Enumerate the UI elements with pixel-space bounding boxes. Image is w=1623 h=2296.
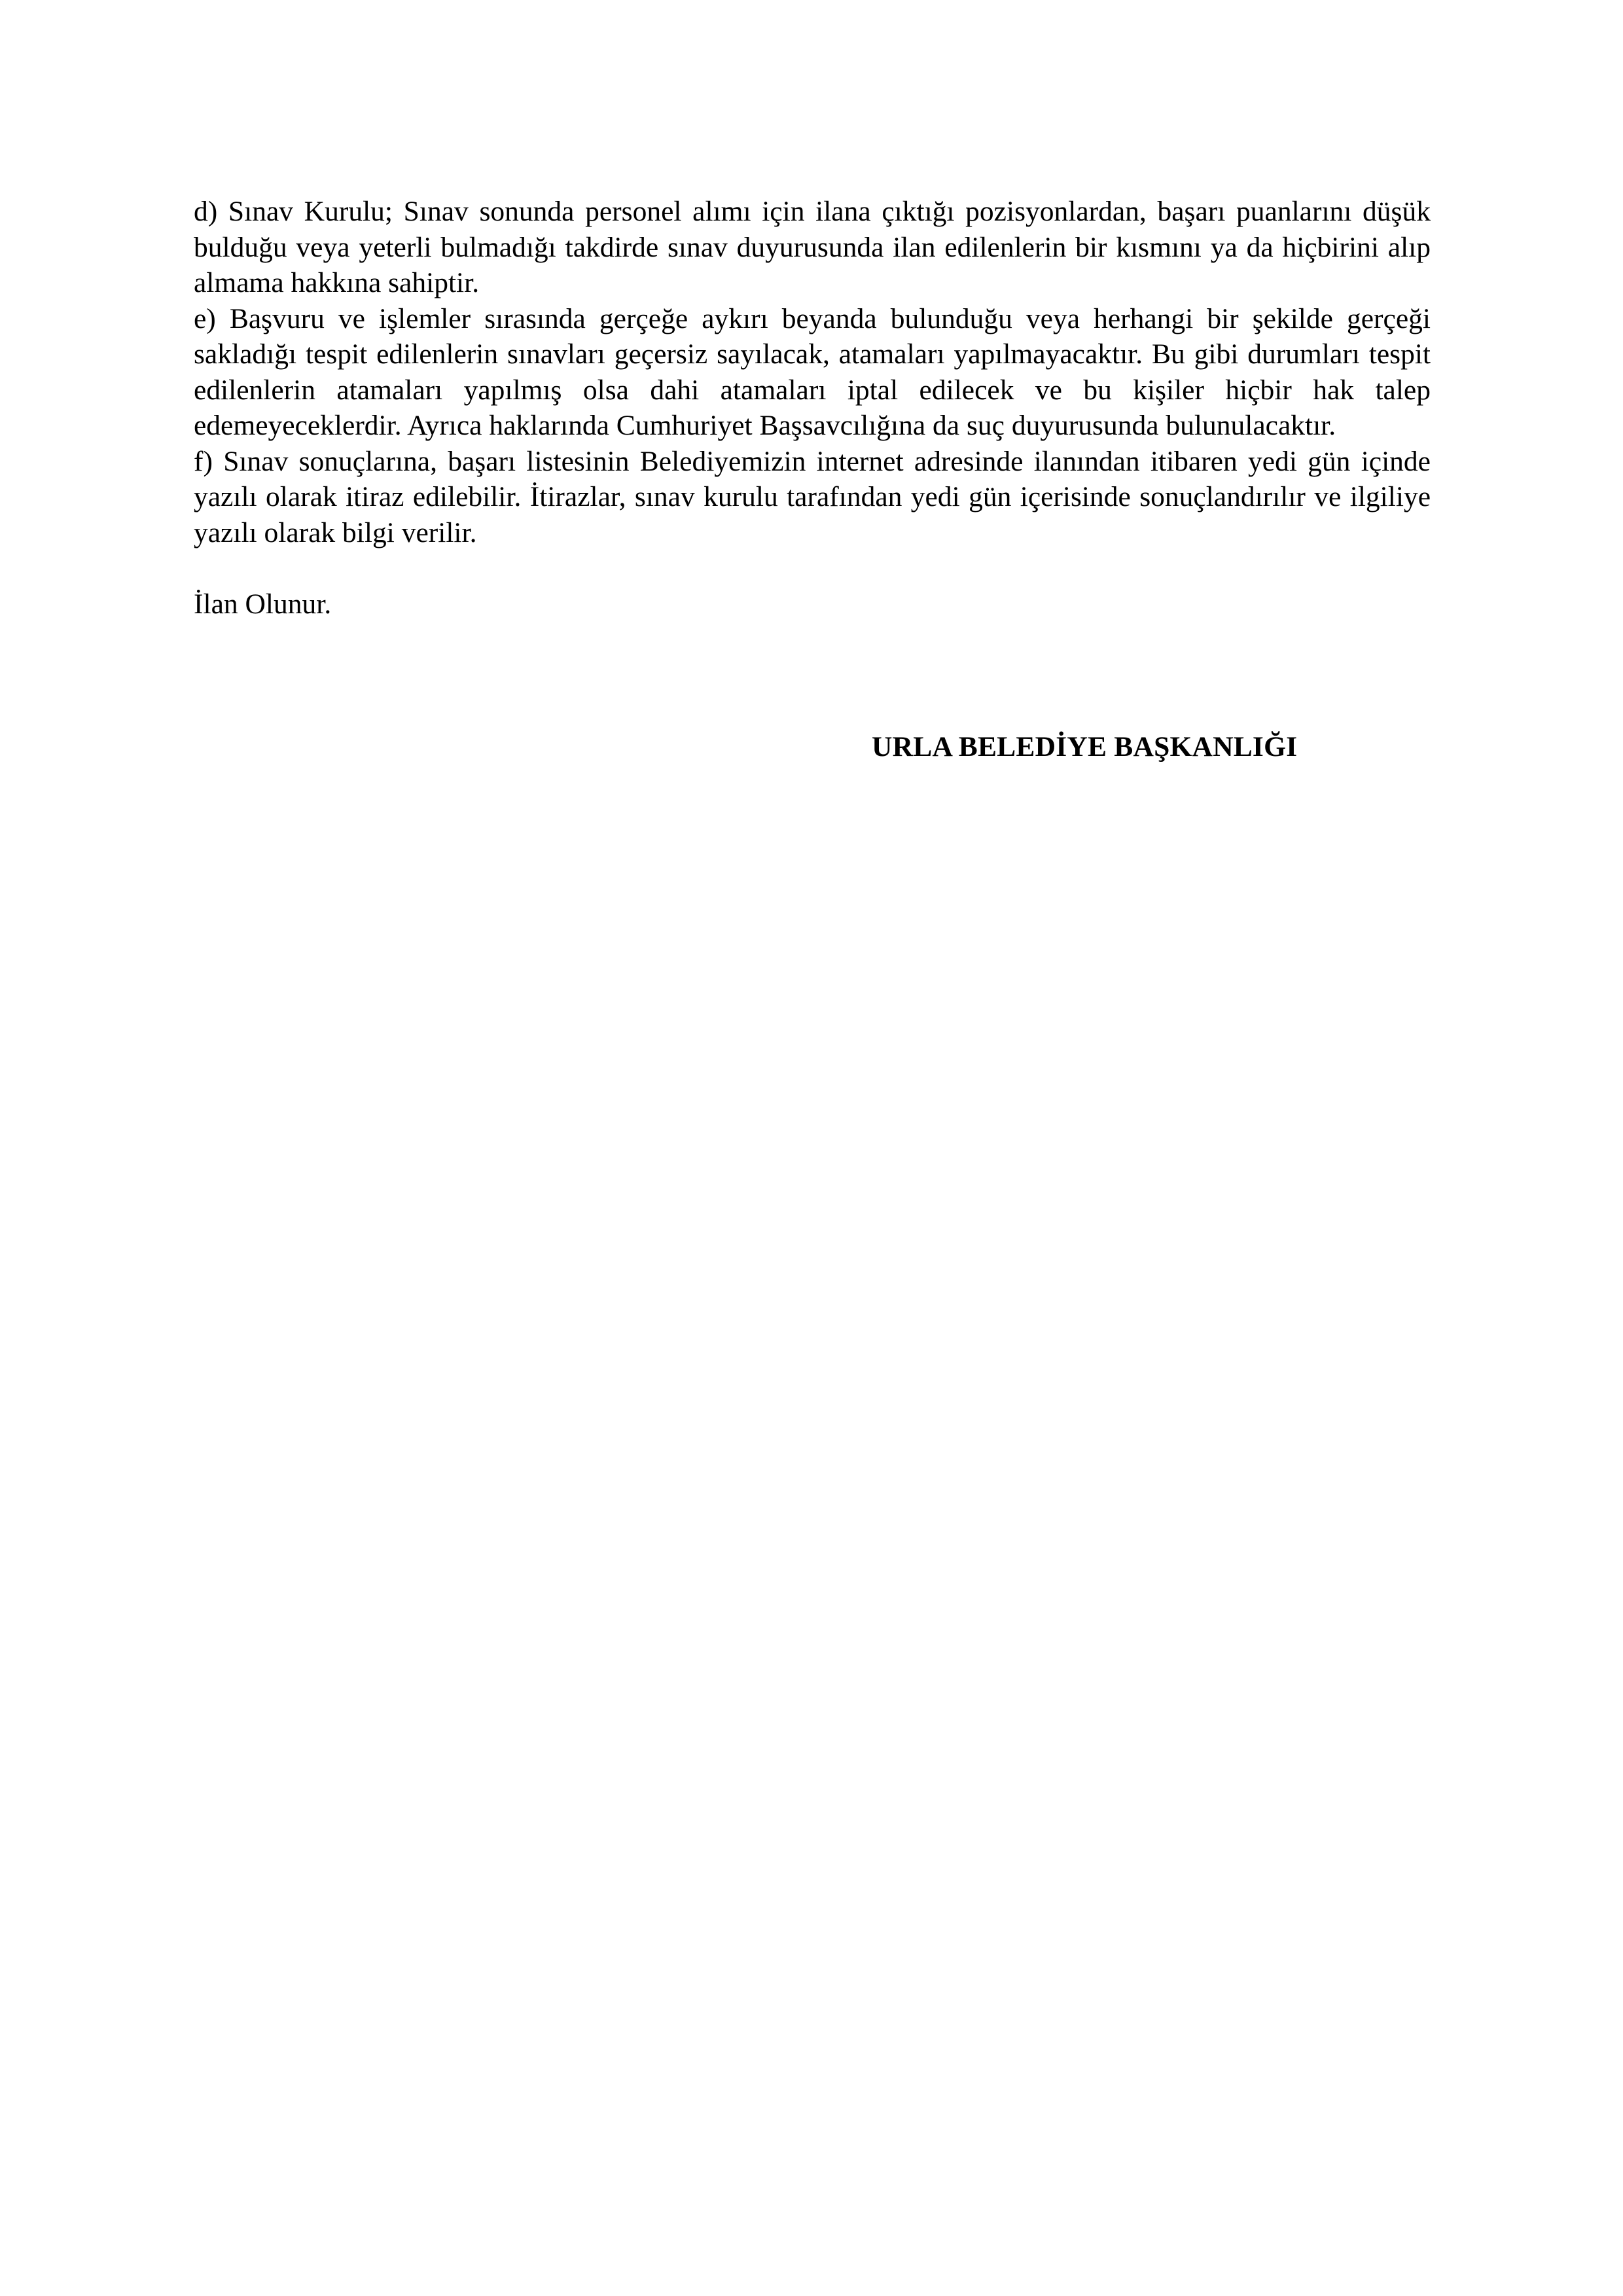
paragraph-clause-e: e) Başvuru ve işlemler sırasında gerçeğe aykırı beyanda bulunduğu veya herhangi bir şekilde gerçeği sakladığı tespit edilenlerin sınavları geçersiz sayılacak, atamaları yapılmayacaktır. Bu gibi durumları tespit edilenlerin atamaları yapılmış olsa dahi atamaları iptal edilecek ve bu kişiler hiçbir hak talep edemeyeceklerdir. Ayrıca haklarında Cumhuriyet Başsavcılığına da suç duyurusunda bulunulacaktır. xyxy=(194,302,1431,441)
signature-authority: URLA BELEDİYE BAŞKANLIĞI xyxy=(872,730,1298,762)
paragraph-clause-d: d) Sınav Kurulu; Sınav sonunda personel alımı için ilana çıktığı pozisyonlardan, başarı puanlarını düşük bulduğu veya yeterli bulmadığı takdirde sınav duyurusunda ilan edilenlerin bir kısmını ya da hiçbirini alıp almama hakkına sahiptir. xyxy=(194,196,1431,298)
document-body xyxy=(194,194,1431,764)
paragraph-clause-f: f) Sınav sonuçlarına, başarı listesinin Belediyemizin internet adresinde ilanından itibaren yedi gün içinde yazılı olarak itiraz edilebilir. İtirazlar, sınav kurulu tarafından yedi gün içerisinde sonuçlandırılır ve ilgiliye yazılı olarak bilgi verilir. xyxy=(194,445,1431,548)
closing-statement: İlan Olunur. xyxy=(194,588,332,620)
signature-spacer xyxy=(194,622,1431,729)
paragraph-spacer xyxy=(194,550,1431,586)
